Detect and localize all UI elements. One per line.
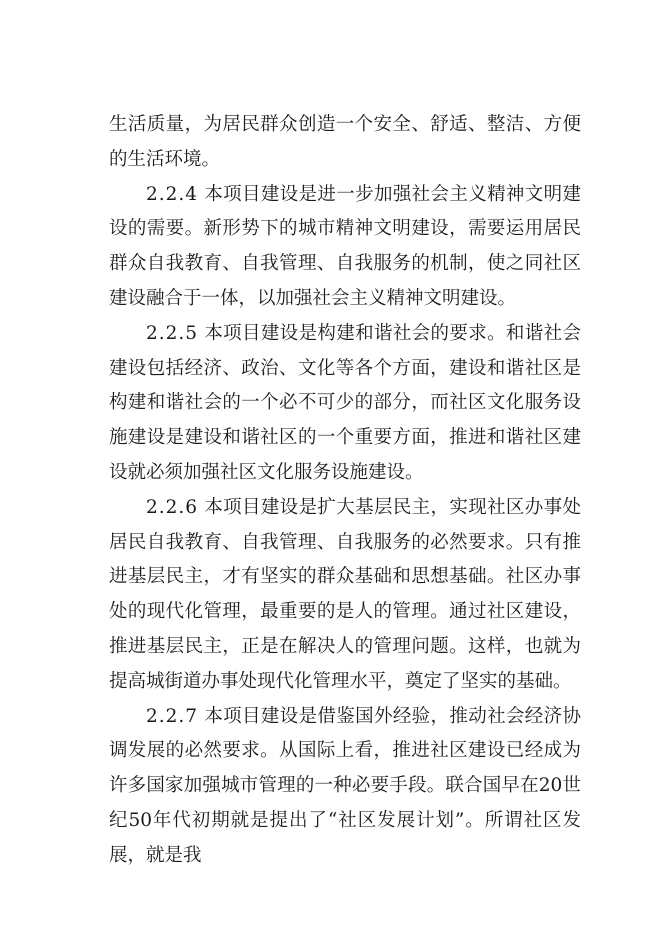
paragraph-text: 本项目建设是扩大基层民主，实现社区办事处居民自我教育、自我管理、自我服务的必然要求。只有推进基层民主，才有坚实的群众基础和思想基础。社区办事处的现代化管理，最重要的是人的管理。通过社区建设，推进基层民主，正是在解决人的管理问题。这样，也就为提高城街道办事处现代化管理水平，奠定了坚实的基础。 bbox=[109, 496, 581, 692]
paragraph-2-2-6 bbox=[109, 491, 581, 700]
section-number: 2.2.6 bbox=[146, 496, 199, 518]
paragraph-text: 生活质量，为居民群众创造一个安全、舒适、整洁、方便的生活环境。 bbox=[109, 114, 581, 170]
paragraph-text: 本项目建设是构建和谐社会的要求。和谐社会建设包括经济、政治、文化等各个方面，建设和谐社区是构建和谐社会的一个必不可少的部分，而社区文化服务设施建设是建设和谐社区的一个重要方面，推进和谐社区建设就必须加强社区文化服务设施建设。 bbox=[109, 322, 581, 483]
paragraph-continuation bbox=[109, 108, 581, 178]
paragraph-2-2-7 bbox=[109, 700, 581, 874]
paragraph-2-2-4 bbox=[109, 178, 581, 317]
paragraph-text: 本项目建设是借鉴国外经验，推动社会经济协调发展的必然要求。从国际上看，推进社区建设已经成为许多国家加强城市管理的一种必要手段。联合国早在20世纪50年代初期就是提出了“社区发展计划”。所谓社区发展，就是我 bbox=[109, 705, 581, 866]
section-number: 2.2.5 bbox=[146, 322, 199, 344]
paragraph-text: 本项目建设是进一步加强社会主义精神文明建设的需要。新形势下的城市精神文明建设，需要运用居民群众自我教育、自我管理、自我服务的机制，使之同社区建设融合于一体，以加强社会主义精神文明建设。 bbox=[109, 183, 581, 309]
paragraph-2-2-5 bbox=[109, 317, 581, 491]
section-number: 2.2.7 bbox=[146, 705, 199, 727]
section-number: 2.2.4 bbox=[146, 183, 199, 205]
document-body bbox=[109, 108, 581, 874]
